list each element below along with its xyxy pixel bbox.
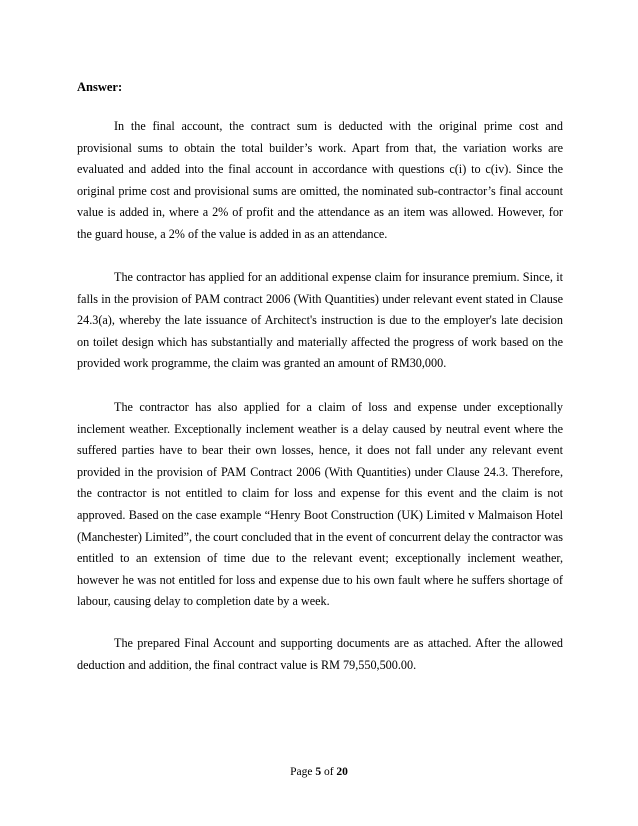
of-label: of xyxy=(323,766,334,778)
paragraph-insurance-claim: The contractor has applied for an additional expense claim for insurance premium. Since, it falls in the provision of PAM contract 2006 (With Quantities) under relevant event stated in Clause 24.3(a), whereby the late issuance of Architect's instruction is due to the employer's late decision on toilet design which has substantially and materially affected the progress of work based on the provided work programme, the claim was granted an amount of RM30,000. xyxy=(77,270,563,371)
current-page-number: 5 xyxy=(315,766,322,778)
paragraph-final-account: In the final account, the contract sum is deducted with the original prime cost and provisional sums to obtain the total builder’s work. Apart from that, the variation works are evaluated and added into the final account in accordance with questions c(i) to c(iv). Since the original prime cost and provisional sums are omitted, the nominated sub-contractor’s final account value is added in, where a 2% of profit and the attendance as an item was allowed. However, for the guard house, a 2% of the value is added in as an attendance. xyxy=(77,119,563,241)
paragraph-final-contract-value: The prepared Final Account and supporting documents are as attached. After the allowed deduction and addition, the final contract value is RM 79,550,500.00. xyxy=(77,636,563,672)
answer-heading: Answer: xyxy=(77,80,123,94)
page-label: Page xyxy=(290,766,313,778)
paragraph-inclement-weather: The contractor has also applied for a claim of loss and expense under exceptionally inclement weather. Exceptionally inclement weather is a delay caused by neutral event where the suffered parties have to bear their own losses, hence, it does not fall under any relevant event provided in the provision of PAM Contract 2006 (With Quantities) under Clause 24.3. Therefore, the contractor is not entitled to claim for loss and expense for this event and the claim is not approved. Based on the case example “Henry Boot Construction (UK) Limited v Malmaison Hotel (Manchester) Limited”, the court concluded that in the event of concurrent delay the contractor was entitled to an extension of time due to the relevant event; exceptionally inclement weather, however he was not entitled for loss and expense due to his own fault where he suffers shortage of labour, causing delay to completion date by a week. xyxy=(77,400,563,609)
total-pages-number: 20 xyxy=(336,766,348,778)
page-number-footer xyxy=(0,765,638,779)
